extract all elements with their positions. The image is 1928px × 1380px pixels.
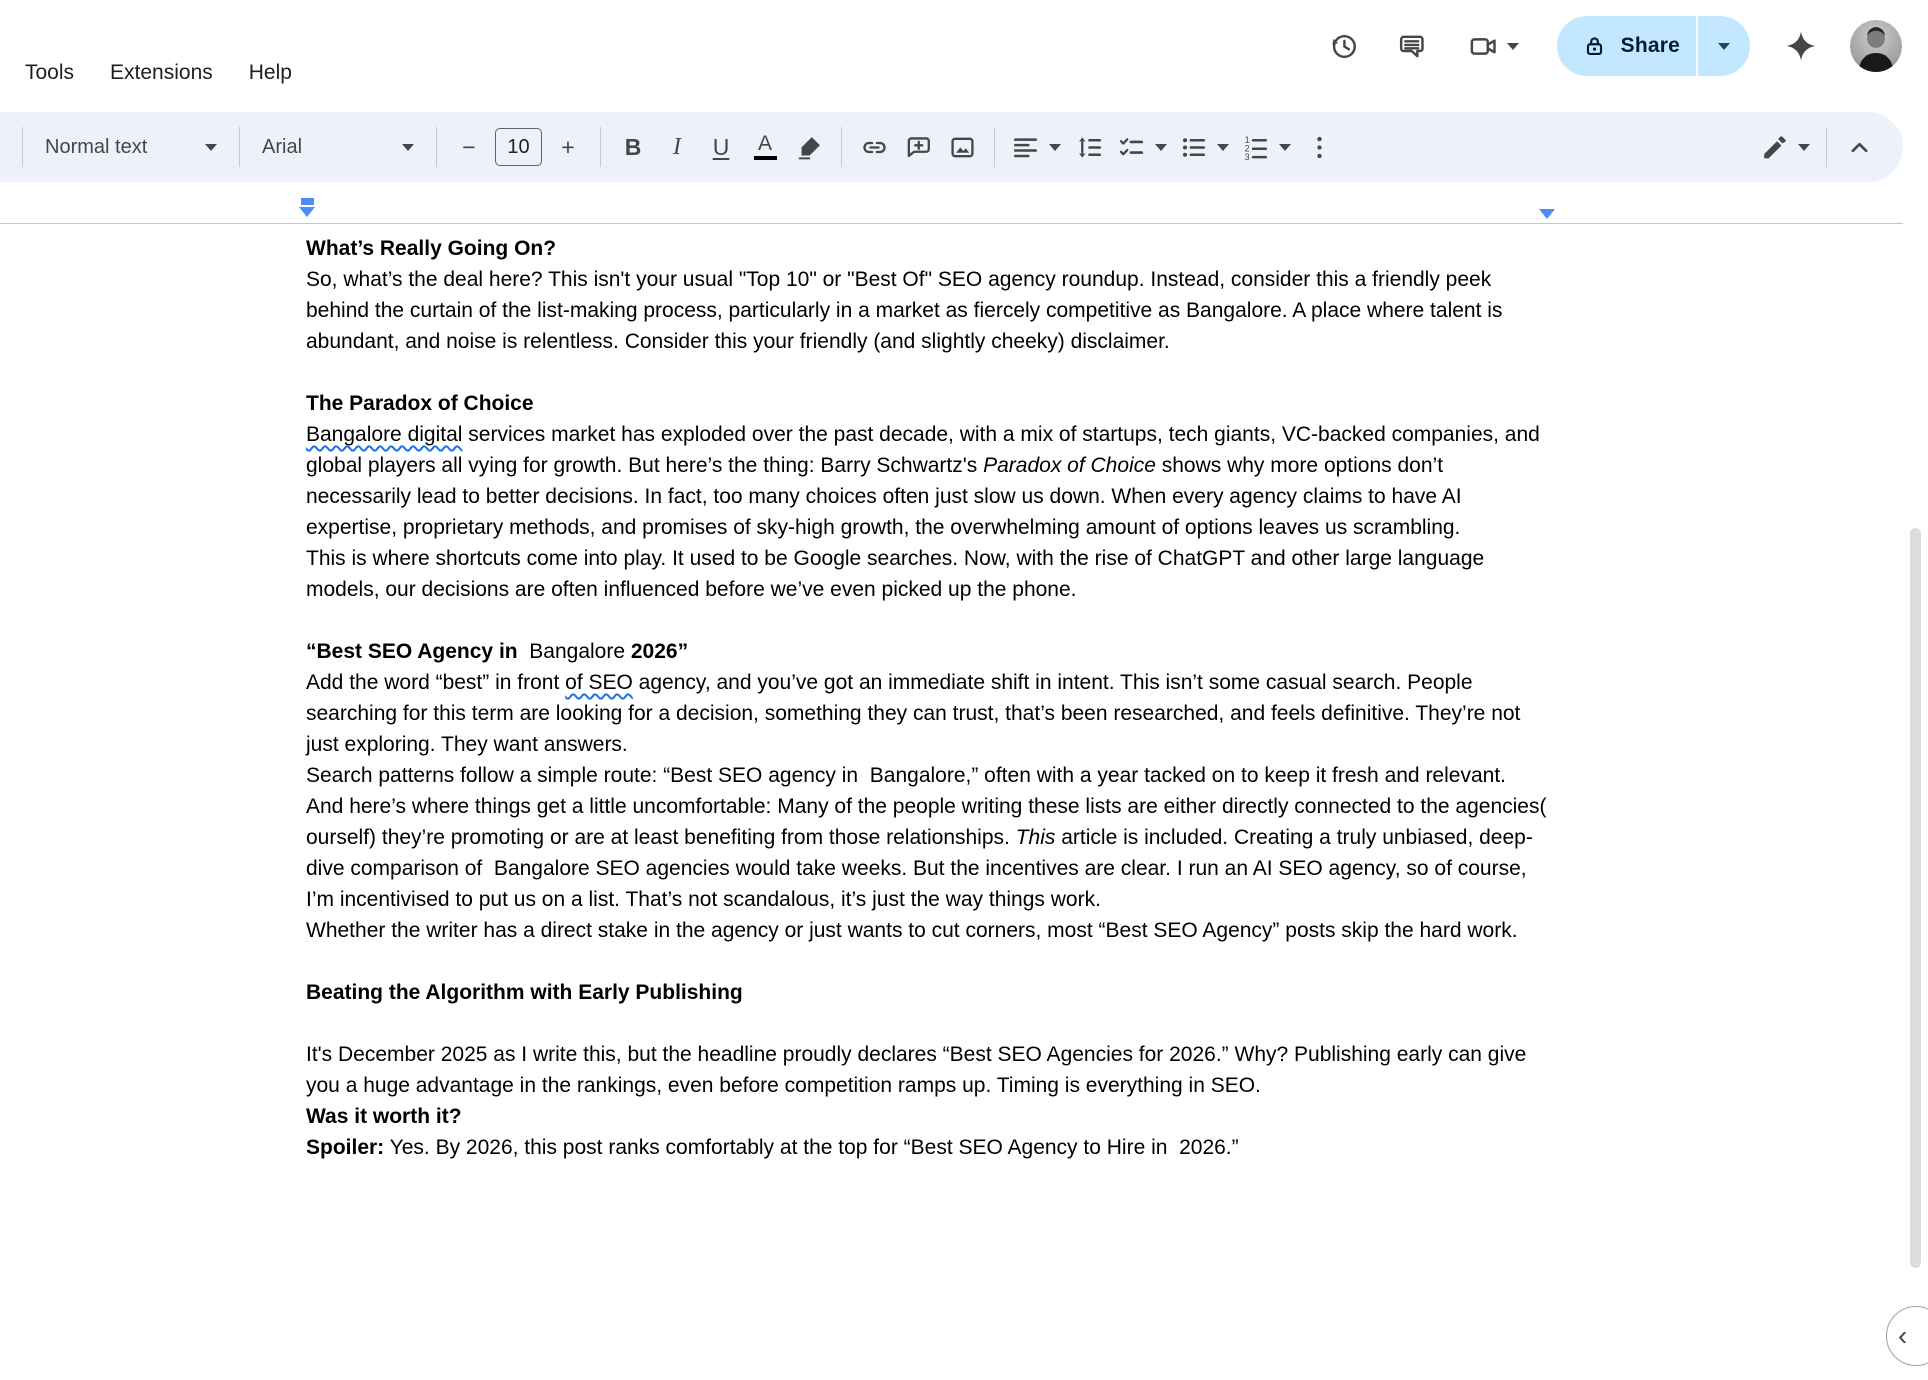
add-comment-button[interactable] — [896, 124, 940, 170]
lock-icon — [1581, 33, 1608, 60]
menu-help[interactable]: Help — [248, 61, 292, 84]
svg-text:2: 2 — [1244, 143, 1250, 154]
pen-icon — [1760, 133, 1789, 162]
blank-line — [306, 1008, 1551, 1039]
svg-text:1: 1 — [1244, 134, 1250, 145]
chevron-down-icon — [1279, 144, 1291, 151]
text-run[interactable]: Whether the writer has a direct stake in the agency or just wants to cut corners, most “Best SEO Agency” posts skip the hard work. — [306, 919, 1518, 942]
line-spacing-button[interactable] — [1067, 124, 1111, 170]
document-paragraph[interactable] — [306, 1039, 1551, 1101]
underline-icon: U — [712, 133, 730, 160]
document-paragraph[interactable] — [306, 1132, 1551, 1163]
chevron-down-icon — [205, 144, 217, 151]
chevron-up-icon — [1845, 133, 1874, 162]
highlight-color-button[interactable] — [787, 124, 831, 170]
text-run[interactable]: article is included. Creating a truly unbiased, deep-dive comparison of Bangalore SEO agencies would take weeks. But the incentives are clear. I run an AI SEO agency, so of course, I’m incentivised to put us on a list. That’s not scandalous, it’s just the way things work. — [306, 826, 1533, 911]
minus-icon: − — [462, 133, 476, 160]
document-heading[interactable] — [306, 977, 1551, 1008]
menu-tools[interactable]: Tools — [25, 61, 75, 84]
document-canvas[interactable] — [306, 233, 1551, 1163]
share-button-group — [1557, 16, 1750, 76]
align-left-icon — [1011, 133, 1040, 162]
spark-icon — [1784, 29, 1818, 63]
numbered-list-icon — [1241, 133, 1270, 162]
paragraph-style-value: Normal text — [45, 135, 148, 158]
toolbar — [0, 112, 1903, 182]
chevron-down-icon — [1049, 144, 1061, 151]
text-run[interactable]: The Paradox of Choice — [306, 392, 534, 415]
image-icon — [948, 133, 977, 162]
gemini-button[interactable] — [1772, 17, 1830, 75]
document-heading[interactable] — [306, 388, 1551, 419]
document-heading[interactable] — [306, 636, 1551, 667]
version-history-button[interactable] — [1315, 17, 1373, 75]
toolbar-divider — [994, 127, 995, 167]
paragraph-styles-dropdown[interactable] — [33, 124, 229, 170]
toolbar-divider — [239, 127, 240, 167]
document-heading[interactable] — [306, 1101, 1551, 1132]
comments-icon — [1396, 31, 1427, 62]
highlighter-icon — [795, 133, 824, 162]
document-paragraph[interactable] — [306, 419, 1551, 543]
text-run[interactable]: Yes. By 2026, this post ranks comfortably at the top for “Best SEO Agency to Hire in 2026.” — [384, 1136, 1239, 1159]
videocam-icon — [1468, 31, 1499, 62]
vertical-scrollbar[interactable] — [1910, 528, 1921, 1268]
text-run[interactable]: What’s Really Going On? — [306, 237, 557, 260]
chevron-down-icon — [1217, 144, 1229, 151]
bold-button[interactable] — [611, 124, 655, 170]
avatar-photo — [1850, 20, 1902, 72]
left-indent-marker[interactable] — [299, 207, 315, 217]
toolbar-divider — [436, 127, 437, 167]
topbar-actions — [1315, 14, 1902, 78]
editing-mode-button[interactable] — [1754, 124, 1816, 170]
text-run[interactable]: shows why more options don’t necessarily lead to better decisions. In fact, too many choices often just slow us down. When every agency claims to have AI expertise, proprietary methods, and promises of sky-high growth, the overwhelming amount of options leaves us scrambling. — [306, 454, 1468, 539]
decrease-font-size-button[interactable] — [447, 124, 491, 170]
bulleted-list-icon — [1179, 133, 1208, 162]
insert-link-button[interactable] — [852, 124, 896, 170]
chevron-down-icon — [1155, 144, 1167, 151]
add-comment-icon — [904, 133, 933, 162]
version-history-icon — [1328, 31, 1359, 62]
line-spacing-icon — [1075, 133, 1104, 162]
page-top-edge — [0, 223, 1903, 224]
text-run[interactable]: Search patterns follow a simple route: “Best SEO agency in Bangalore,” often with a year tacked on to keep it fresh and relevant. — [306, 764, 1506, 787]
checklist-icon — [1117, 133, 1146, 162]
collapse-toolbar-button[interactable] — [1837, 124, 1881, 170]
comments-button[interactable] — [1383, 17, 1441, 75]
text-run[interactable]: Add the word “best” in front — [306, 671, 566, 694]
menu-extensions[interactable]: Extensions — [110, 61, 213, 84]
text-color-icon: A — [754, 134, 777, 161]
font-value: Arial — [262, 135, 303, 158]
share-dropdown-button[interactable] — [1698, 16, 1750, 76]
menubar — [25, 57, 292, 89]
toolbar-divider — [841, 127, 842, 167]
link-icon — [860, 133, 889, 162]
text-run[interactable]: services market has exploded over the past decade, with a mix of startups, tech giants, VC-backed companies, and global players all vying for growth. But here’s the thing: Barry Schwartz's — [306, 423, 1546, 477]
numbered-list-button[interactable] — [1235, 124, 1297, 170]
text-run[interactable]: This is where shortcuts come into play. It used to be Google searches. Now, with the rise of ChatGPT and other large language models, our decisions are often influenced before we’ve even picked up the phone. — [306, 547, 1491, 601]
first-line-indent-marker[interactable] — [301, 198, 314, 205]
font-dropdown[interactable] — [250, 124, 426, 170]
more-options-button[interactable] — [1297, 124, 1341, 170]
text-color-button[interactable] — [743, 124, 787, 170]
text-run[interactable]: “Best SEO Agency in — [306, 640, 518, 663]
document-paragraph[interactable] — [306, 667, 1551, 760]
text-run[interactable]: 2026” — [630, 640, 689, 663]
align-button[interactable] — [1005, 124, 1067, 170]
more-vertical-icon — [1305, 133, 1334, 162]
document-paragraph[interactable] — [306, 915, 1551, 946]
bold-icon: B — [624, 133, 642, 160]
toolbar-divider — [600, 127, 601, 167]
text-run[interactable]: Bangalore digital — [306, 423, 463, 446]
document-paragraph[interactable] — [306, 543, 1551, 605]
text-run[interactable]: Bangalore — [517, 640, 631, 663]
insert-image-button[interactable] — [940, 124, 984, 170]
blank-line — [306, 357, 1551, 388]
share-label: Share — [1620, 34, 1680, 57]
document-paragraph[interactable] — [306, 791, 1551, 915]
chevron-left-icon: ‹ — [1898, 1320, 1908, 1351]
text-run[interactable]: Was it worth it? — [306, 1105, 462, 1128]
toolbar-divider — [1826, 127, 1827, 167]
text-run[interactable]: of SEO — [565, 671, 633, 694]
plus-icon: + — [561, 133, 575, 160]
blank-line — [306, 605, 1551, 636]
text-run[interactable]: Paradox of Choice — [983, 454, 1156, 477]
indent-marker-left[interactable] — [299, 198, 316, 217]
blank-line — [306, 946, 1551, 977]
text-run[interactable]: agency, and you’ve got an immediate shift in intent. This isn’t some casual search. People searching for this term are looking for a decision, something they can trust, that’s been researched, and feels definitive. They’re not just exploring. They want answers. — [306, 671, 1527, 756]
avatar[interactable] — [1850, 20, 1902, 72]
svg-text:3: 3 — [1244, 151, 1250, 162]
indent-marker-right[interactable] — [1539, 207, 1555, 219]
text-run[interactable]: Beating the Algorithm with Early Publishing — [306, 981, 743, 1004]
document-heading[interactable] — [306, 233, 1551, 264]
right-indent-marker[interactable] — [1539, 209, 1555, 219]
show-side-panel-button[interactable] — [1886, 1306, 1928, 1366]
chevron-down-icon — [1798, 144, 1810, 151]
chevron-down-icon — [1718, 43, 1730, 50]
text-run[interactable]: So, what’s the deal here? This isn't your usual "Top 10" or "Best Of" SEO agency roundup. Instead, consider this a friendly peek behind the curtain of the list-making process, particularly in a market as fiercely competitive as Bangalore. A place where talent is abundant, and noise is relentless. Consider this your friendly (and slightly cheeky) disclaimer. — [306, 268, 1509, 353]
document-paragraph[interactable] — [306, 760, 1551, 791]
text-run[interactable]: Spoiler: — [306, 1136, 385, 1159]
checklist-button[interactable] — [1111, 124, 1173, 170]
text-run[interactable]: And here’s where things get a little uncomfortable: Many of the people writing these lists are either directly connected to the agencies( ourself) they’re promoting or are at least benefiting from those relationships. — [306, 795, 1553, 849]
bulleted-list-button[interactable] — [1173, 124, 1235, 170]
document-paragraph[interactable] — [306, 264, 1551, 357]
chevron-down-icon — [402, 144, 414, 151]
text-run[interactable]: This — [1015, 826, 1056, 849]
underline-button[interactable] — [699, 124, 743, 170]
share-button[interactable] — [1557, 16, 1696, 76]
italic-button[interactable] — [655, 124, 699, 170]
italic-icon: I — [673, 133, 681, 160]
increase-font-size-button[interactable] — [546, 124, 590, 170]
text-run[interactable]: It's December 2025 as I write this, but the headline proudly declares “Best SEO Agencies for 2026.” Why? Publishing early can give you a huge advantage in the rankings, even before competition ramps up. Timing is everything in SEO. — [306, 1043, 1533, 1097]
toolbar-divider — [22, 127, 23, 167]
font-size-input[interactable] — [495, 128, 542, 166]
video-call-button[interactable] — [1451, 17, 1537, 75]
chevron-down-icon — [1507, 43, 1519, 50]
